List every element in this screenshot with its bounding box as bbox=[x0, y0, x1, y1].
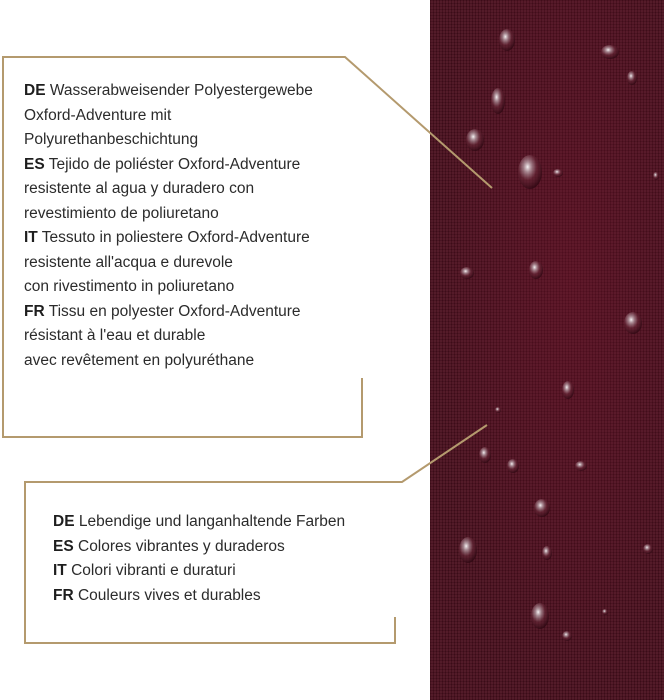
text-line bbox=[24, 226, 313, 251]
text-line bbox=[24, 324, 313, 349]
description-text: resistente al agua y duradero con bbox=[24, 180, 255, 197]
language-code: ES bbox=[24, 155, 45, 173]
description-text: Colori vibranti e duraturi bbox=[66, 562, 236, 579]
description-text: Polyurethanbeschichtung bbox=[24, 131, 199, 148]
text-line bbox=[24, 79, 313, 104]
text-line bbox=[24, 153, 313, 178]
description-text: Tessuto in poliestere Oxford-Adventure bbox=[37, 229, 310, 246]
language-code: IT bbox=[24, 229, 38, 246]
description-text: avec revêtement en polyuréthane bbox=[24, 351, 255, 369]
description-text: resistente all'acqua e durevole bbox=[24, 253, 233, 271]
text-line bbox=[53, 510, 345, 535]
language-code: FR bbox=[53, 586, 74, 604]
description-text: Couleurs vives et durables bbox=[73, 586, 261, 604]
water-resistant-description bbox=[24, 79, 313, 373]
language-code: DE bbox=[53, 513, 75, 530]
text-line bbox=[24, 177, 313, 202]
description-text: con rivestimento in poliuretano bbox=[24, 278, 235, 295]
language-code: IT bbox=[53, 562, 67, 579]
text-line bbox=[24, 202, 313, 227]
text-line bbox=[24, 104, 313, 129]
text-line bbox=[24, 300, 313, 325]
description-text: revestimiento de poliuretano bbox=[24, 204, 219, 222]
description-text: résistant à l'eau et durable bbox=[24, 327, 206, 344]
language-code: DE bbox=[24, 82, 46, 99]
text-line bbox=[53, 559, 345, 584]
description-text: Lebendige und langanhaltende Farben bbox=[74, 513, 346, 530]
text-line bbox=[53, 584, 345, 609]
description-text: Colores vibrantes y duraderos bbox=[73, 537, 285, 555]
language-code: FR bbox=[24, 302, 45, 320]
description-text: Tissu en polyester Oxford-Adventure bbox=[44, 302, 301, 320]
description-text: Wasserabweisender Polyestergewebe bbox=[45, 82, 313, 99]
description-text: Oxford-Adventure mit bbox=[24, 106, 172, 124]
language-code: ES bbox=[53, 537, 74, 555]
text-line bbox=[53, 535, 345, 560]
text-line bbox=[24, 128, 313, 153]
text-line bbox=[24, 251, 313, 276]
colors-description bbox=[53, 510, 345, 608]
description-text: Tejido de poliéster Oxford-Adventure bbox=[44, 155, 301, 173]
text-line bbox=[24, 349, 313, 374]
text-line bbox=[24, 275, 313, 300]
